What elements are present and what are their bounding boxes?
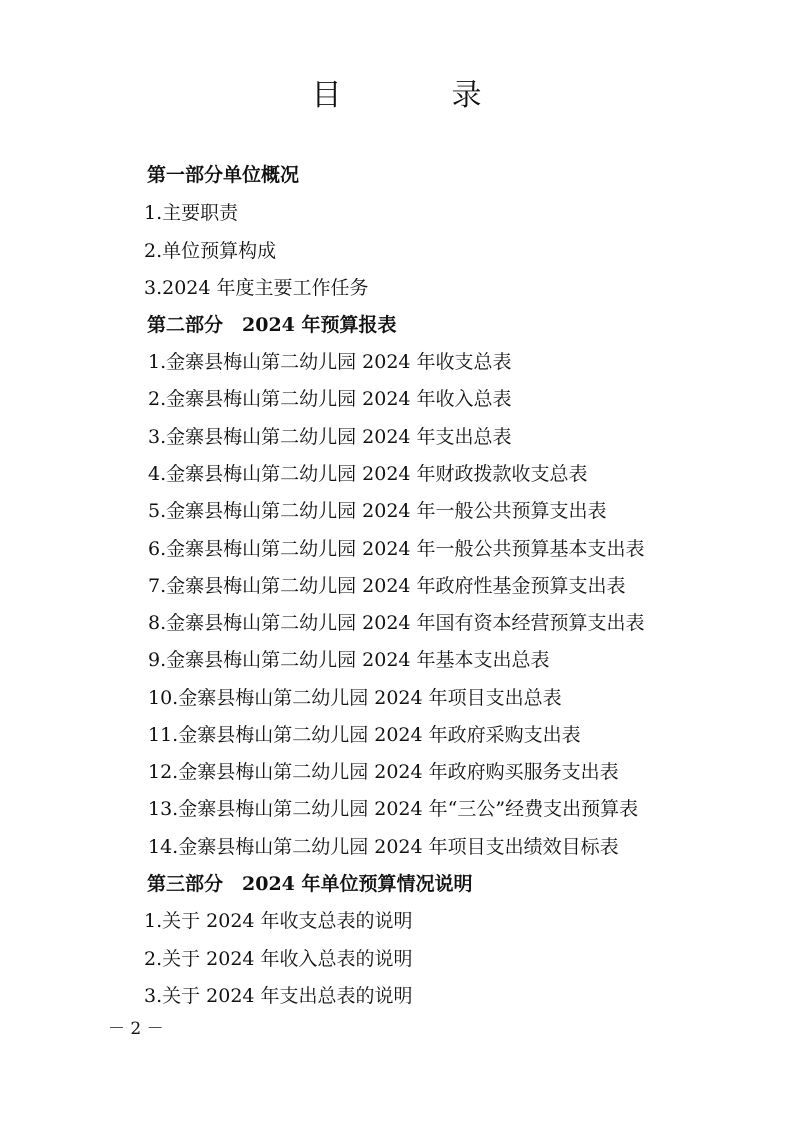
toc-part2-heading: 第二部分 2024 年预算报表 (147, 314, 397, 336)
page-number: － 2 － (108, 1019, 164, 1039)
toc-item: 1.关于 2024 年收支总表的说明 (144, 910, 413, 932)
toc-item: 3.关于 2024 年支出总表的说明 (144, 985, 413, 1007)
toc-item: 7.金寨县梅山第二幼儿园 2024 年政府性基金预算支出表 (148, 575, 626, 597)
toc-item: 12.金寨县梅山第二幼儿园 2024 年政府购买服务支出表 (148, 761, 619, 783)
toc-item: 13.金寨县梅山第二幼儿园 2024 年“三公”经费支出预算表 (148, 798, 639, 820)
toc-part1-heading: 第一部分单位概况 (147, 164, 300, 186)
toc-item: 5.金寨县梅山第二幼儿园 2024 年一般公共预算支出表 (148, 500, 607, 522)
toc-item: 3.金寨县梅山第二幼儿园 2024 年支出总表 (148, 426, 512, 448)
toc-item: 2.单位预算构成 (144, 240, 277, 262)
toc-item: 1.主要职责 (144, 202, 239, 224)
toc-item: 1.金寨县梅山第二幼儿园 2024 年收支总表 (148, 351, 512, 373)
toc-item: 10.金寨县梅山第二幼儿园 2024 年项目支出总表 (148, 687, 562, 709)
toc-item: 2.金寨县梅山第二幼儿园 2024 年收入总表 (148, 388, 512, 410)
toc-item: 14.金寨县梅山第二幼儿园 2024 年项目支出绩效目标表 (148, 836, 619, 858)
toc-item: 4.金寨县梅山第二幼儿园 2024 年财政拨款收支总表 (148, 463, 588, 485)
toc-part3-heading: 第三部分 2024 年单位预算情况说明 (147, 873, 473, 895)
toc-item: 9.金寨县梅山第二幼儿园 2024 年基本支出总表 (148, 649, 550, 671)
toc-item: 2.关于 2024 年收入总表的说明 (144, 948, 413, 970)
toc-item: 6.金寨县梅山第二幼儿园 2024 年一般公共预算基本支出表 (148, 538, 645, 560)
toc-item: 3.2024 年度主要工作任务 (144, 277, 369, 299)
page-title: 目 录 (311, 78, 522, 113)
toc-item: 8.金寨县梅山第二幼儿园 2024 年国有资本经营预算支出表 (148, 612, 645, 634)
toc-item: 11.金寨县梅山第二幼儿园 2024 年政府采购支出表 (148, 724, 581, 746)
